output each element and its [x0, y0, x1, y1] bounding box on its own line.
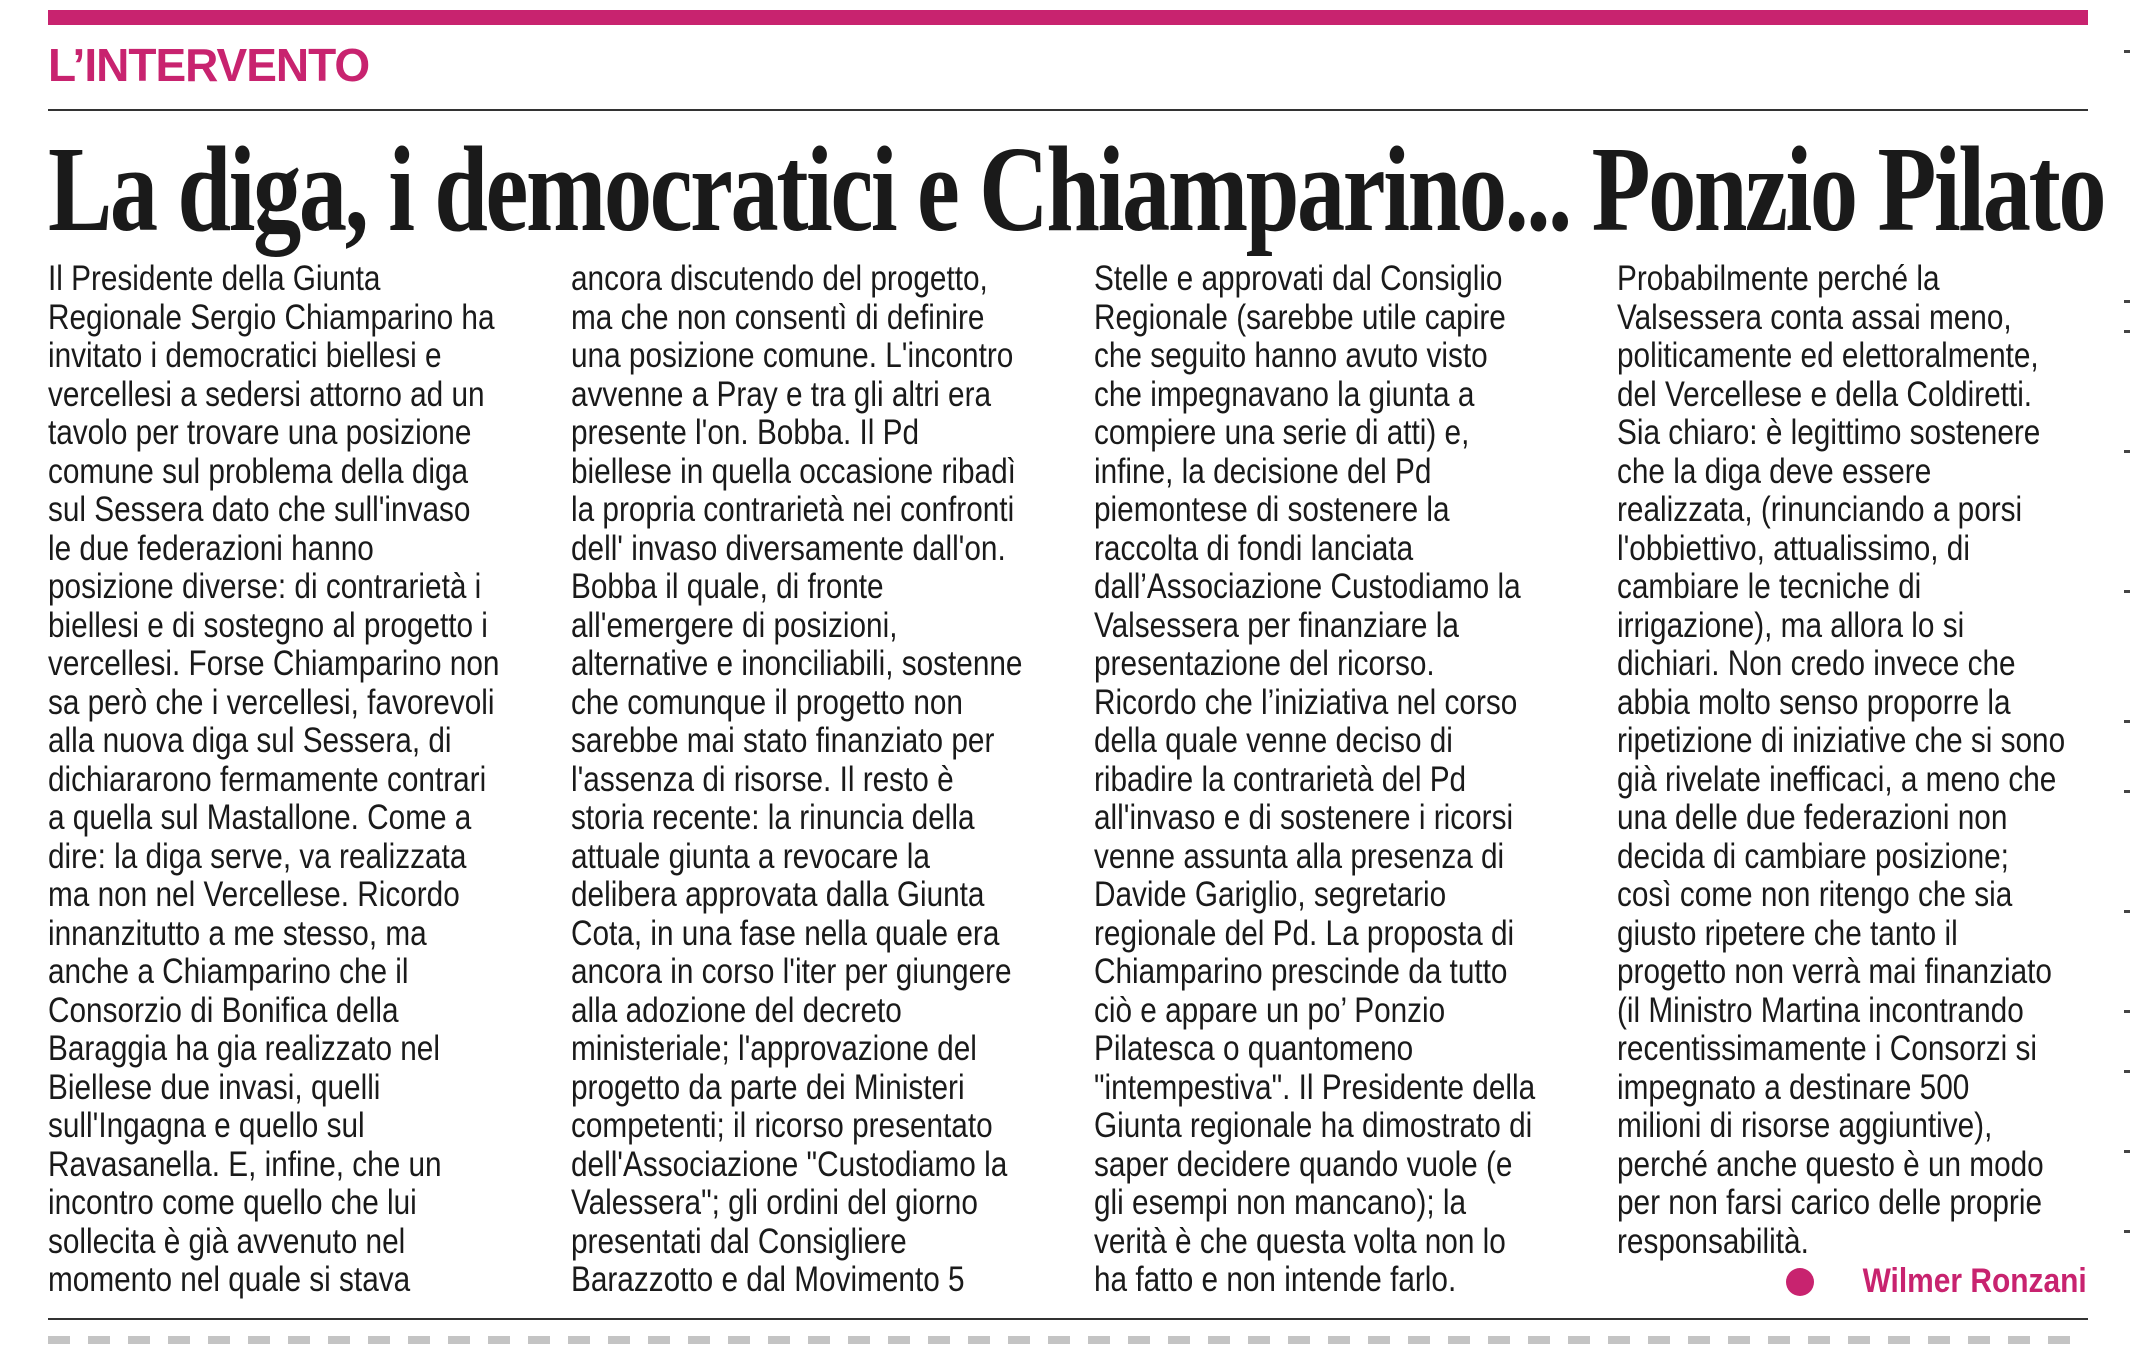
edge-tick	[2124, 1010, 2130, 1013]
text-line: progetto da parte dei Ministeri	[571, 1067, 965, 1107]
author-byline	[1786, 1262, 2087, 1301]
text-line: ciò e appare un po’ Ponzio	[1094, 990, 1446, 1030]
text-line: Baraggia ha gia realizzato nel	[48, 1029, 440, 1068]
text-line: le due federazioni hanno	[48, 528, 374, 568]
text-line: Ravasanella. E, infine, che un	[48, 1144, 442, 1184]
next-article-strip	[48, 1336, 2088, 1344]
text-line: la propria contrarietà nei confronti	[571, 490, 1015, 529]
text-line: dell'Associazione "Custodiamo la	[571, 1144, 1008, 1184]
text-line: ma che non consentì di definire	[571, 297, 985, 337]
text-line: tavolo per trovare una posizione	[48, 413, 472, 452]
text-line: impegnato a destinare 500	[1617, 1067, 1970, 1107]
text-line: infine, la decisione del Pd	[1094, 451, 1432, 491]
article-column-4	[1617, 260, 2135, 1261]
text-line: a quella sul Mastallone. Come a	[48, 798, 472, 837]
text-line: ancora discutendo del progetto,	[571, 260, 988, 298]
text-line: Davide Gariglio, segretario	[1094, 875, 1447, 914]
text-line: biellese in quella occasione ribadì	[571, 451, 1016, 491]
text-line: all'emergere di posizioni,	[571, 605, 898, 645]
text-line: una delle due federazioni non	[1617, 798, 2008, 837]
text-line: milioni di risorse aggiuntive),	[1617, 1106, 1993, 1145]
text-line: vercellesi a sedersi attorno ad un	[48, 374, 485, 414]
text-line: posizione diverse: di contrarietà i	[48, 567, 482, 606]
edge-tick	[2124, 910, 2130, 913]
text-line: Bobba il quale, di fronte	[571, 567, 884, 606]
text-line: sull'Ingagna e quello sul	[48, 1106, 365, 1145]
text-line: sa però che i vercellesi, favorevoli	[48, 682, 495, 722]
text-line: l'assenza di risorse. Il resto è	[571, 759, 954, 799]
text-line: ripetizione di iniziative che si sono	[1617, 721, 2066, 760]
text-line: avvenne a Pray e tra gli altri era	[571, 374, 992, 414]
text-line: alla adozione del decreto	[571, 990, 902, 1030]
text-line: Ricordo che l’iniziativa nel corso	[1094, 682, 1518, 722]
author-name: Wilmer Ronzani	[1862, 1262, 2087, 1300]
text-line: innanzitutto a me stesso, ma	[48, 913, 427, 953]
footer-divider	[48, 1318, 2088, 1320]
text-line: compiere una serie di atti) e,	[1094, 413, 1470, 452]
text-line: raccolta di fondi lanciata	[1094, 528, 1414, 568]
text-line: biellesi e di sostegno al progetto i	[48, 605, 488, 645]
text-line: sarebbe mai stato finanziato per	[571, 721, 995, 760]
text-line: Pilatesca o quantomeno	[1094, 1029, 1414, 1068]
edge-tick	[2124, 1150, 2130, 1153]
text-line: ha fatto e non intende farlo.	[1094, 1260, 1457, 1299]
text-line: Valsessera conta assai meno,	[1617, 297, 2012, 337]
text-line: Valsessera per finanziare la	[1094, 605, 1459, 645]
text-line: presentati dal Consigliere	[571, 1221, 907, 1261]
text-line: storia recente: la rinuncia della	[571, 798, 975, 837]
text-line: delibera approvata dalla Giunta	[571, 875, 985, 914]
text-line: momento nel quale si stava	[48, 1260, 411, 1299]
edge-tick	[2124, 1070, 2130, 1073]
text-line: Biellese due invasi, quelli	[48, 1067, 381, 1107]
text-line: regionale del Pd. La proposta di	[1094, 913, 1515, 953]
text-line: Giunta regionale ha dimostrato di	[1094, 1106, 1533, 1145]
text-line: presentazione del ricorso.	[1094, 644, 1435, 683]
text-line: così come non ritengo che sia	[1617, 875, 2013, 914]
text-line: Barazzotto e dal Movimento 5	[571, 1260, 965, 1299]
text-line: alternative e inonciliabili, sostenne	[571, 644, 1023, 683]
text-line: incontro come quello che lui	[48, 1183, 417, 1222]
text-line: Sia chiaro: è legittimo sostenere	[1617, 413, 2041, 452]
text-line: Il Presidente della Giunta	[48, 260, 381, 298]
text-line: ma non nel Vercellese. Ricordo	[48, 875, 460, 914]
section-kicker: L’INTERVENTO	[48, 39, 370, 91]
article-column-1	[48, 260, 568, 1300]
article-headline: La diga, i democratici e Chiamparino... Ponzio Pilato	[48, 122, 2105, 257]
text-line: gli esempi non mancano); la	[1094, 1183, 1467, 1222]
text-line: comune sul problema della diga	[48, 451, 469, 491]
text-line: "intempestiva". Il Presidente della	[1094, 1067, 1536, 1107]
text-line: Cota, in una fase nella quale era	[571, 913, 1000, 953]
text-line: recentissimamente i Consorzi si	[1617, 1029, 2037, 1068]
text-line: sul Sessera dato che sull'invaso	[48, 490, 471, 529]
text-line: competenti; il ricorso presentato	[571, 1106, 993, 1145]
text-line: presente l'on. Bobba. Il Pd	[571, 413, 920, 452]
text-line: realizzata, (rinunciando a porsi	[1617, 490, 2023, 529]
text-line: giusto ripetere che tanto il	[1617, 913, 1958, 953]
bullet-dot-icon	[1786, 1268, 1814, 1296]
text-line: ancora in corso l'iter per giungere	[571, 952, 1012, 991]
article-column-3	[1094, 260, 1614, 1300]
text-line: già rivelate inefficaci, a meno che	[1617, 759, 2057, 799]
text-line: progetto non verrà mai finanziato	[1617, 952, 2052, 991]
text-line: del Vercellese e della Coldiretti.	[1617, 374, 2033, 414]
text-line: verità è che questa volta non lo	[1094, 1221, 1506, 1261]
text-line: saper decidere quando vuole (e	[1094, 1144, 1513, 1184]
text-line: perché anche questo è un modo	[1617, 1144, 2044, 1184]
edge-tick	[2124, 50, 2130, 53]
text-line: ribadire la contrarietà del Pd	[1094, 759, 1467, 799]
text-line: che comunque il progetto non	[571, 682, 963, 722]
text-line: responsabilità.	[1617, 1221, 1809, 1261]
edge-tick	[2124, 450, 2130, 453]
text-line: venne assunta alla presenza di	[1094, 836, 1505, 876]
text-line: della quale venne deciso di	[1094, 721, 1453, 760]
text-line: abbia molto senso proporre la	[1617, 682, 2011, 722]
edge-tick	[2124, 790, 2130, 793]
text-line: che seguito hanno avuto visto	[1094, 336, 1488, 375]
text-line: dichiararono fermamente contrari	[48, 759, 487, 799]
edge-tick	[2124, 1230, 2130, 1233]
edge-tick	[2124, 300, 2130, 303]
text-line: dire: la diga serve, va realizzata	[48, 836, 467, 876]
text-line: attuale giunta a revocare la	[571, 836, 930, 876]
text-line: cambiare le tecniche di	[1617, 567, 1922, 606]
text-line: dall’Associazione Custodiamo la	[1094, 567, 1521, 606]
text-line: ministeriale; l'approvazione del	[571, 1029, 977, 1068]
text-line: dichiari. Non credo invece che	[1617, 644, 2016, 683]
text-line: anche a Chiamparino che il	[48, 952, 409, 991]
text-line: alla nuova diga sul Sessera, di	[48, 721, 452, 760]
text-line: Stelle e approvati dal Consiglio	[1094, 260, 1503, 298]
text-line: Regionale (sarebbe utile capire	[1094, 297, 1506, 337]
text-line: Chiamparino prescinde da tutto	[1094, 952, 1508, 991]
text-line: che impegnavano la giunta a	[1094, 374, 1475, 414]
text-line: che la diga deve essere	[1617, 451, 1932, 491]
edge-tick	[2124, 590, 2130, 593]
text-line: Probabilmente perché la	[1617, 260, 1940, 298]
text-line: Regionale Sergio Chiamparino ha	[48, 297, 495, 337]
text-line: (il Ministro Martina incontrando	[1617, 990, 2024, 1030]
text-line: irrigazione), ma allora lo si	[1617, 605, 1965, 645]
text-line: l'obbiettivo, attualissimo, di	[1617, 528, 1970, 568]
text-line: vercellesi. Forse Chiamparino non	[48, 644, 500, 683]
text-line: sollecita è già avvenuto nel	[48, 1221, 406, 1261]
article-body	[48, 260, 2088, 1300]
text-line: invitato i democratici biellesi e	[48, 336, 442, 375]
text-line: Consorzio di Bonifica della	[48, 990, 399, 1030]
text-line: politicamente ed elettoralmente,	[1617, 336, 2039, 375]
edge-tick	[2124, 330, 2130, 333]
text-line: una posizione comune. L'incontro	[571, 336, 1014, 375]
adjacent-column-edge	[2120, 30, 2135, 1330]
text-line: Valessera"; gli ordini del giorno	[571, 1183, 978, 1222]
top-accent-bar	[48, 10, 2088, 25]
text-line: decida di cambiare posizione;	[1617, 836, 2009, 876]
text-line: all'invaso e di sostenere i ricorsi	[1094, 798, 1514, 837]
article-column-2	[571, 260, 1091, 1300]
text-line: per non farsi carico delle proprie	[1617, 1183, 2042, 1222]
edge-tick	[2124, 720, 2130, 723]
text-line: piemontese di sostenere la	[1094, 490, 1450, 529]
text-line: dell' invaso diversamente dall'on.	[571, 528, 1006, 568]
